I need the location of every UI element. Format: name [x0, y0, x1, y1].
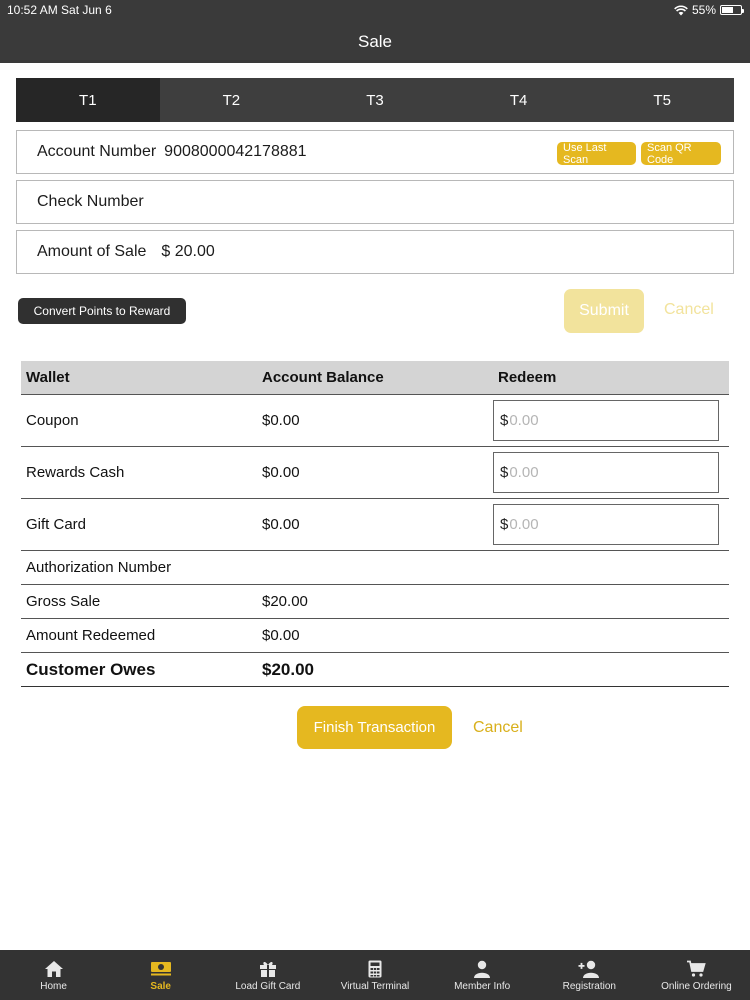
- scan-qr-code-button[interactable]: Scan QR Code: [641, 142, 721, 165]
- terminal-tabs: [16, 78, 734, 122]
- account-number-label: Account Number: [37, 143, 157, 160]
- summary-row-total: [21, 653, 729, 687]
- summary-row: [21, 551, 729, 585]
- amount-of-sale-label: Amount of Sale: [37, 243, 147, 260]
- sale-icon: [150, 959, 172, 979]
- gift-card-redeem-input[interactable]: [493, 504, 719, 545]
- wallet-name: Gift Card: [26, 516, 87, 533]
- cancel-transaction-link[interactable]: Cancel: [473, 719, 523, 736]
- currency-symbol: $: [500, 412, 509, 429]
- summary-label: Amount Redeemed: [26, 627, 156, 644]
- person-icon: [471, 959, 493, 979]
- redeem-placeholder: 0.00: [509, 464, 539, 481]
- status-bar: [0, 0, 750, 20]
- summary-value: $0.00: [262, 627, 300, 644]
- wallet-table: [21, 361, 729, 687]
- wallet-name: Coupon: [26, 412, 79, 429]
- gift-icon: [257, 959, 279, 979]
- battery-percent: 55%: [691, 3, 716, 17]
- summary-row: [21, 619, 729, 653]
- summary-label: Gross Sale: [26, 593, 101, 610]
- summary-value: $20.00: [262, 593, 308, 610]
- tabbar-sale[interactable]: [107, 950, 214, 1000]
- tabbar-label: Sale: [150, 981, 171, 992]
- tabbar-label: Load Gift Card: [235, 981, 301, 992]
- summary-label: Customer Owes: [26, 659, 156, 679]
- tab-t4[interactable]: T4: [509, 91, 528, 109]
- table-row: [21, 395, 729, 447]
- wallet-name: Rewards Cash: [26, 464, 125, 481]
- amount-of-sale-field[interactable]: [16, 230, 734, 274]
- wallet-balance: $0.00: [262, 412, 300, 429]
- calculator-icon: [364, 959, 386, 979]
- header-wallet: Wallet: [26, 369, 70, 386]
- account-number-field[interactable]: [16, 130, 734, 174]
- redeem-placeholder: 0.00: [509, 516, 539, 533]
- tab-t1[interactable]: T1: [16, 78, 160, 122]
- wifi-icon: [674, 5, 688, 16]
- tabbar-label: Virtual Terminal: [340, 981, 410, 992]
- tab-t2[interactable]: T2: [222, 91, 241, 109]
- home-icon: [43, 959, 65, 979]
- header-redeem: Redeem: [498, 369, 557, 386]
- tabbar-load-gift-card[interactable]: [214, 950, 321, 1000]
- tabbar-label: Member Info: [454, 981, 511, 992]
- amount-of-sale-value: $ 20.00: [161, 243, 215, 260]
- summary-label: Authorization Number: [26, 559, 172, 576]
- submit-button[interactable]: Submit: [564, 289, 644, 333]
- tabbar-home[interactable]: [0, 950, 107, 1000]
- currency-symbol: $: [500, 516, 509, 533]
- tab-t3[interactable]: T3: [366, 91, 384, 109]
- table-header: [21, 361, 729, 395]
- tabbar-registration[interactable]: [536, 950, 643, 1000]
- account-number-value: 9008000042178881: [164, 143, 307, 160]
- tabbar-member-info[interactable]: [429, 950, 536, 1000]
- tab-t5[interactable]: T5: [653, 91, 671, 109]
- status-time: 10:52 AM Sat Jun 6: [7, 3, 112, 17]
- tabbar-virtual-terminal[interactable]: [321, 950, 428, 1000]
- cart-icon: [685, 959, 707, 979]
- header-account-balance: Account Balance: [262, 369, 384, 386]
- wallet-balance: $0.00: [262, 516, 300, 533]
- nav-bar: [0, 20, 750, 63]
- check-number-label: Check Number: [37, 193, 144, 210]
- finish-transaction-button[interactable]: Finish Transaction: [297, 706, 452, 749]
- status-right: [674, 3, 742, 17]
- currency-symbol: $: [500, 464, 509, 481]
- tabbar-label: Online Ordering: [661, 981, 732, 992]
- battery-icon: [720, 5, 742, 15]
- tabbar-online-ordering[interactable]: [643, 950, 750, 1000]
- bottom-tab-bar: [0, 950, 750, 1000]
- page-title: Sale: [357, 32, 393, 51]
- summary-row: [21, 585, 729, 619]
- use-last-scan-button[interactable]: Use Last Scan: [557, 142, 636, 165]
- summary-value: $20.00: [262, 659, 314, 679]
- wallet-balance: $0.00: [262, 464, 300, 481]
- add-person-icon: [578, 959, 600, 979]
- table-row: [21, 499, 729, 551]
- tabbar-label: Registration: [562, 981, 616, 992]
- table-row: [21, 447, 729, 499]
- check-number-field[interactable]: [16, 180, 734, 224]
- redeem-placeholder: 0.00: [509, 412, 539, 429]
- coupon-redeem-input[interactable]: [493, 400, 719, 441]
- convert-points-button[interactable]: Convert Points to Reward: [18, 298, 186, 324]
- cancel-link[interactable]: Cancel: [664, 301, 714, 318]
- tabbar-label: Home: [40, 981, 67, 992]
- rewards-cash-redeem-input[interactable]: [493, 452, 719, 493]
